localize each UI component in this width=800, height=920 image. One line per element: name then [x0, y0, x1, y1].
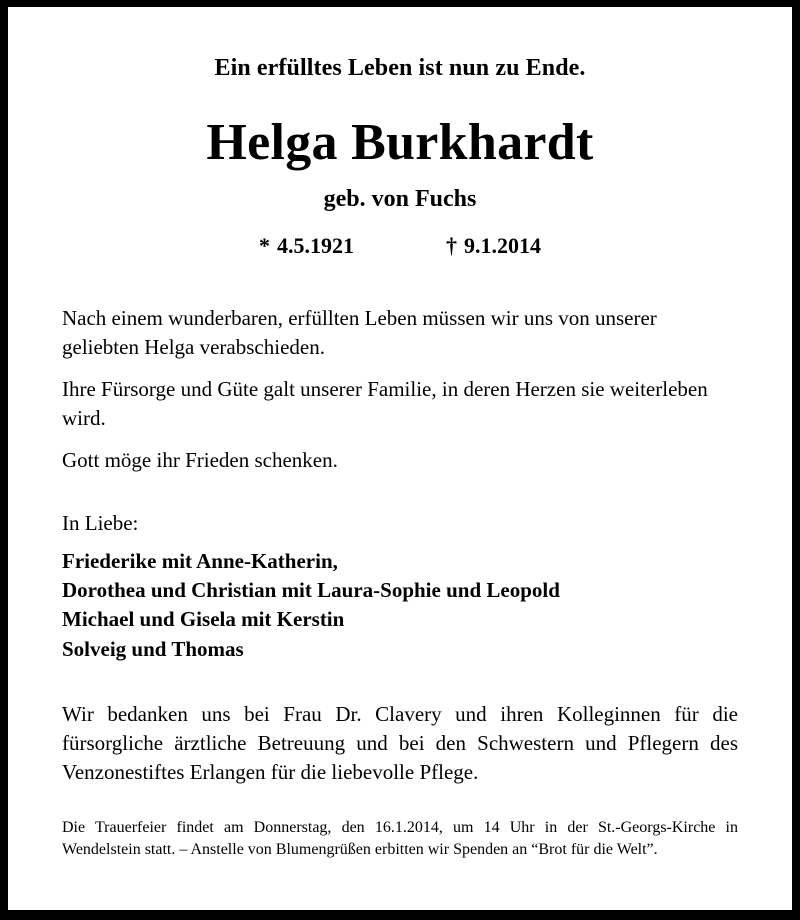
maiden-name: geb. von Fuchs [323, 185, 477, 212]
obituary-body [62, 304, 738, 475]
family-name-list [62, 547, 738, 664]
obituary-card [8, 7, 792, 910]
death-date-value: 9.1.2014 [464, 232, 541, 258]
body-paragraph: Nach einem wunderbaren, erfüllten Leben müssen wir uns von unserer geliebten Helga verabschieden. [62, 306, 657, 360]
obituary-header [62, 7, 738, 258]
lead-line: Ein erfülltes Leben ist nun zu Ende. [214, 55, 586, 81]
signature-block [62, 509, 738, 664]
list-item: Friederike mit Anne-Katherin, [62, 548, 338, 573]
body-paragraph: Gott möge ihr Frieden schenken. [62, 448, 338, 473]
list-item: Dorothea und Christian mit Laura-Sophie und Leopold [62, 578, 560, 603]
funeral-details-block [62, 817, 738, 862]
list-item: Solveig und Thomas [62, 636, 244, 661]
birth-date-value: 4.5.1921 [277, 232, 354, 258]
cross-icon: † [446, 232, 457, 258]
thanks-block [62, 700, 738, 787]
birth-date [259, 234, 354, 258]
list-item: Michael und Gisela mit Kerstin [62, 607, 345, 632]
body-paragraph: Ihre Fürsorge und Güte galt unserer Familie, in deren Herzen sie weiterleben wird. [62, 377, 708, 431]
thanks-paragraph: Wir bedanken uns bei Frau Dr. Clavery und ihren Kolleginnen für die fürsorgliche ärztliche Betreuung und bei den Schwestern und Pflegern des Venzonestiftes Erlangen für die liebevolle Pflege. [62, 701, 738, 784]
signature-intro: In Liebe: [62, 511, 139, 535]
life-dates [62, 234, 738, 258]
death-date [446, 234, 541, 258]
funeral-details-text: Die Trauerfeier findet am Donnerstag, den 16.1.2014, um 14 Uhr in der St.-Georgs-Kirche in Wendelstein statt. – Anstelle von Blumengrüßen erbitten wir Spenden an “Brot für die Welt”. [62, 818, 738, 859]
deceased-name: Helga Burkhardt [206, 114, 594, 172]
star-icon: * [259, 232, 270, 258]
